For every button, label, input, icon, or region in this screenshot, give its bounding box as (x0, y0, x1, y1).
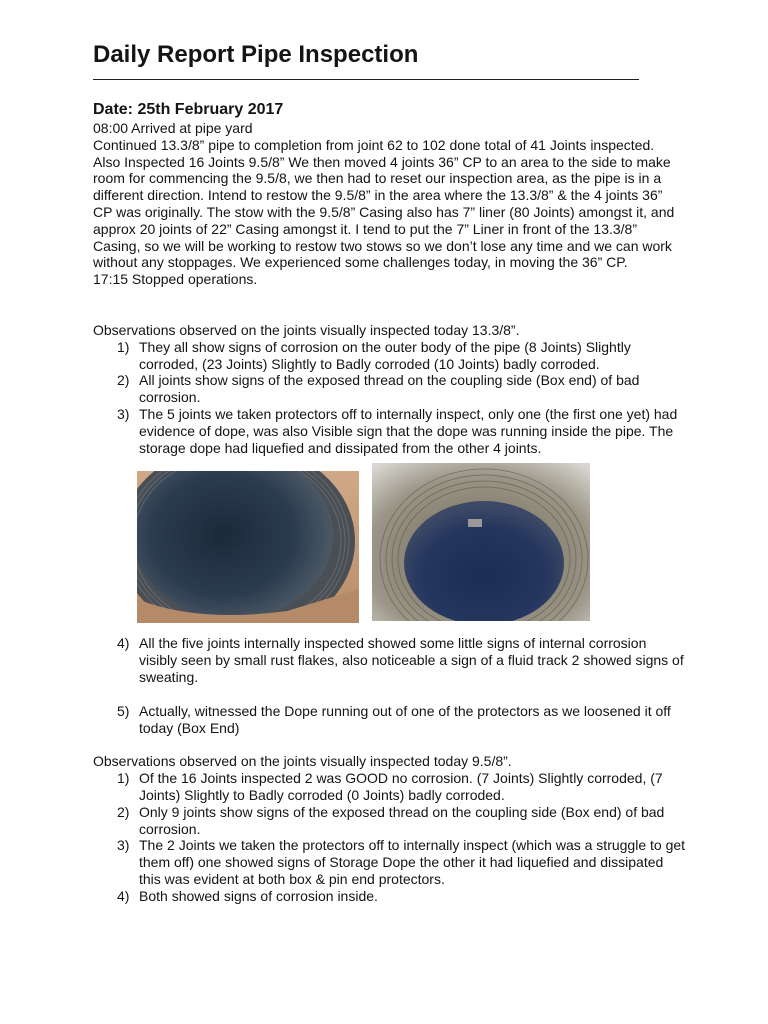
list-item: 4) Both showed signs of corrosion inside. (117, 887, 378, 904)
pipe-interior-photo (372, 463, 590, 621)
observations-heading-13-3-8: Observations observed on the joints visually inspected today 13.3/8”. (93, 321, 520, 338)
observations-heading-9-5-8: Observations observed on the joints visually inspected today 9.5/8”. (93, 753, 512, 770)
report-title: Daily Report Pipe Inspection (93, 41, 419, 68)
list-item: 1) Of the 16 Joints inspected 2 was GOOD no corrosion. (7 Joints) Slightly corroded, (7 Joints) Slightly to Badly corroded (0 Joints) badly corroded. (117, 770, 663, 803)
observations-list-a (93, 339, 693, 457)
list-item: 5) Actually, witnessed the Dope running out of one of the protectors as we loosened it off today (Box End) (117, 702, 671, 736)
list-item: 1) They all show signs of corrosion on the outer body of the pipe (8 Joints) Slightly corroded, (23 Joints) Slightly to Badly corroded (10 Joints) badly corroded. (117, 338, 631, 372)
observations-list-c (93, 770, 693, 904)
list-item: 3) The 2 Joints we taken the protectors off to internally inspect (which was a struggle to get them off) one showed signs of Storage Dope the other it had liquefied and dissipated this was evident at both box & pin end protectors. (117, 837, 686, 887)
title-divider (93, 79, 639, 80)
report-page (93, 40, 693, 905)
log-stop: 17:15 Stopped operations. (93, 271, 258, 288)
pipe-exterior-photo (137, 471, 359, 623)
list-item: 3) The 5 joints we taken protectors off to internally inspect, only one (the first one yet) had evidence of dope, was also Visible sign that the dope was running inside the pipe. The storage dope had liquefied and dissipated from the other 4 joints. (117, 405, 678, 456)
pipe-photos (93, 463, 693, 625)
report-date: Date: 25th February 2017 (93, 101, 284, 118)
log-body: Continued 13.3/8” pipe to completion from joint 62 to 102 done total of 41 Joints inspected. Also Inspected 16 Joints 9.5/8” We then moved 4 joints 36” CP to an area to the side to make room for commencing the 9.5/8, we then had to reset our inspection area, as the pipe is in a different direction. Intend to restow the 9.5/8” in the area where the 13.3/8” & the 4 joints 36” CP was originally. The stow with the 9.5/8” Casing also has 7” liner (80 Joints) amongst it, and approx 20 joints of 22” Casing amongst it. I tend to put the 7” Liner in front of the 13.3/8” Casing, so we will be working to restow two stows so we don’t lose any time and we can work without any stoppages. We experienced some challenges today, in moving the 36” CP. (93, 136, 675, 271)
list-item: 4) All the five joints internally inspected showed some little signs of internal corrosion visibly seen by small rust flakes, also noticeable a sign of a fluid track 2 showed signs of sweating. (117, 635, 684, 685)
list-item: 2) Only 9 joints show signs of the exposed thread on the coupling side (Box end) of bad corrosion. (117, 803, 665, 837)
log-arrival: 08:00 Arrived at pipe yard (93, 120, 253, 136)
list-item: 2) All joints show signs of the exposed thread on the coupling side (Box end) of bad corrosion. (117, 372, 640, 406)
observations-list-b (93, 635, 693, 736)
